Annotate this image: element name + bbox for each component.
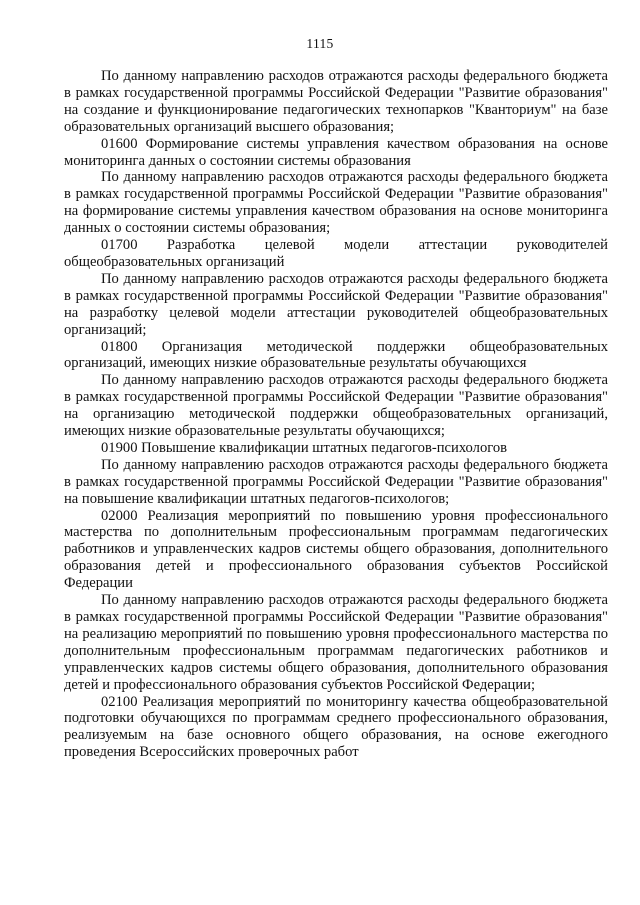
paragraph-expense-description: По данному направлению расходов отражаются расходы федерального бюджета в рамках государственной программы Российской Федерации "Развитие образования" на формирование системы управления качеством образования на основе мониторинга данных о состоянии системы образования; (64, 169, 608, 237)
paragraph-expense-description: По данному направлению расходов отражаются расходы федерального бюджета в рамках государственной программы Российской Федерации "Развитие образования" на повышение квалификации штатных педагогов-психологов; (64, 456, 608, 507)
paragraph-expense-code-heading: 01700 Разработка целевой модели аттестации руководителей общеобразовательных организаций (64, 237, 608, 270)
paragraph-expense-code-heading: 02100 Реализация мероприятий по мониторингу качества общеобразовательной подготовки обучающихся по программам среднего профессионального образования, реализуемым на базе основного общего образования, на основе ежегодного проведения Всероссийских проверочных работ (64, 693, 608, 761)
paragraph-expense-code-heading: 01800 Организация методической поддержки общеобразовательных организаций, имеющих низкие образовательные результаты обучающихся (64, 338, 608, 372)
paragraph-expense-code-heading: 02000 Реализация мероприятий по повышению уровня профессионального мастерства по дополнительным профессиональным программам педагогических работников и управленческих кадров системы общего образования, дополнительного образования детей и профессионального образования субъектов Российской Федерации (64, 507, 608, 592)
paragraph-expense-code-heading: 01900 Повышение квалификации штатных педагогов-психологов (101, 439, 508, 456)
paragraph-expense-description: По данному направлению расходов отражаются расходы федерального бюджета в рамках государственной программы Российской Федерации "Развитие образования" на организацию методической поддержки общеобразовательных организаций, имеющих низкие образовательные результаты обучающихся; (64, 372, 608, 440)
paragraph-expense-description: По данному направлению расходов отражаются расходы федерального бюджета в рамках государственной программы Российской Федерации "Развитие образования" на разработку целевой модели аттестации руководителей общеобразовательных организаций; (64, 270, 608, 338)
paragraph-expense-code-heading: 01600 Формирование системы управления качеством образования на основе мониторинга данных о состоянии системы образования (64, 135, 608, 169)
paragraph-expense-description: По данному направлению расходов отражаются расходы федерального бюджета в рамках государственной программы Российской Федерации "Развитие образования" на реализацию мероприятий по повышению уровня профессионального мастерства по дополнительным профессиональным программам педагогических работников и управленческих кадров системы общего образования, дополнительного образования детей и профессионального образования субъектов Российской Федерации; (64, 592, 608, 693)
paragraph-expense-description: По данному направлению расходов отражаются расходы федерального бюджета в рамках государственной программы Российской Федерации "Развитие образования" на создание и функционирование педагогических технопарков "Кванториум" на базе образовательных организаций высшего образования; (64, 68, 608, 135)
document-body (64, 68, 608, 761)
page-number: 1115 (306, 36, 334, 51)
